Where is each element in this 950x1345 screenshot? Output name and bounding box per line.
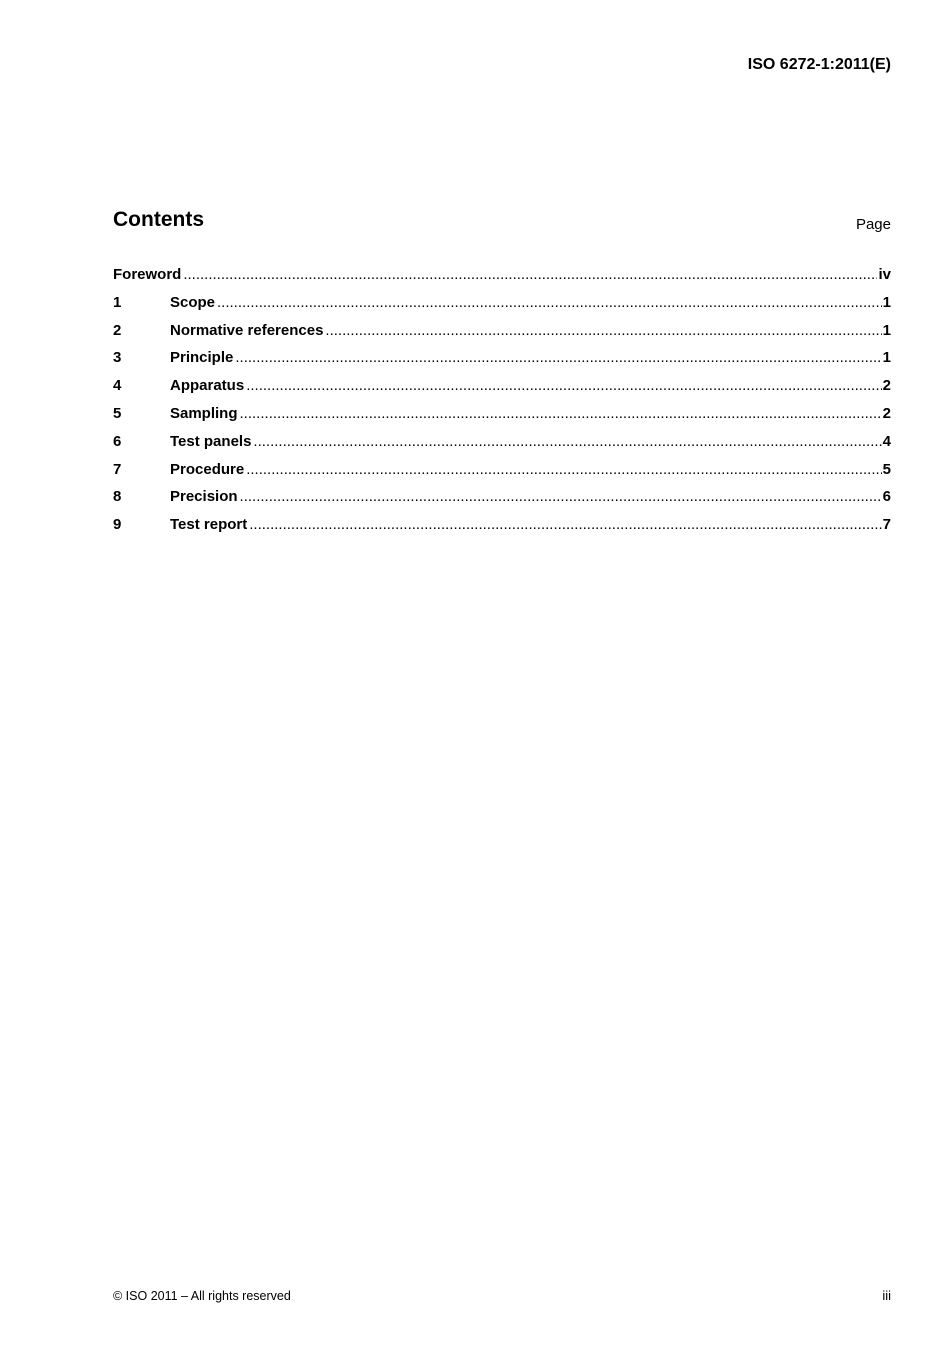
toc-entry-sampling[interactable] bbox=[113, 405, 891, 433]
toc-entry-procedure[interactable] bbox=[113, 461, 891, 489]
toc-entry-title: Principle bbox=[170, 349, 234, 367]
toc-dot-leader bbox=[217, 294, 882, 311]
toc-entry-scope[interactable] bbox=[113, 294, 891, 322]
footer-page-number: iii bbox=[882, 1288, 891, 1303]
toc-entry-page: 1 bbox=[882, 293, 891, 311]
toc-entry-number: 2 bbox=[113, 321, 122, 339]
toc-entry-number: 3 bbox=[113, 349, 122, 367]
document-identifier: ISO 6272-1:2011(E) bbox=[747, 56, 891, 73]
toc-entry-page: 4 bbox=[882, 432, 891, 450]
toc-dot-leader bbox=[240, 488, 882, 505]
toc-dot-leader bbox=[325, 322, 881, 339]
toc-entry-page: 5 bbox=[882, 460, 891, 478]
toc-entry-number: 6 bbox=[113, 432, 122, 450]
toc-entry-number: 4 bbox=[113, 377, 122, 395]
toc-entry-title: Precision bbox=[170, 488, 238, 506]
toc-entry-title: Sampling bbox=[170, 404, 238, 422]
toc-entry-test-panels[interactable] bbox=[113, 433, 891, 461]
toc-entry-title: Test panels bbox=[170, 432, 252, 450]
toc-entry-test-report[interactable] bbox=[113, 516, 891, 544]
toc-dot-leader bbox=[240, 405, 882, 422]
toc-entry-page: iv bbox=[878, 266, 891, 283]
toc-entry-apparatus[interactable] bbox=[113, 377, 891, 405]
toc-entry-normative-references[interactable] bbox=[113, 322, 891, 350]
toc-entry-page: 7 bbox=[882, 516, 891, 534]
page-column-label: Page bbox=[855, 216, 891, 233]
toc-entry-page: 2 bbox=[882, 404, 891, 422]
toc-entry-title: Test report bbox=[170, 516, 248, 534]
toc-entry-title: Apparatus bbox=[170, 377, 245, 395]
toc-entry-number: 8 bbox=[113, 488, 122, 506]
toc-entry-title: Procedure bbox=[170, 460, 245, 478]
toc-entry-precision[interactable] bbox=[113, 488, 891, 516]
toc-entry-title: Scope bbox=[170, 293, 216, 311]
toc-entry-title: Normative references bbox=[170, 321, 324, 339]
toc-entry-page: 6 bbox=[882, 488, 891, 506]
footer-copyright: © ISO 2011 – All rights reserved bbox=[113, 1289, 291, 1303]
toc-dot-leader bbox=[246, 377, 881, 394]
toc-dot-leader bbox=[249, 516, 881, 533]
toc-entry-number: 1 bbox=[113, 293, 122, 311]
toc-entry-number: 9 bbox=[113, 516, 122, 534]
toc-entry-page: 2 bbox=[882, 377, 891, 395]
toc-entry-foreword[interactable] bbox=[113, 266, 891, 294]
toc-dot-leader bbox=[246, 461, 881, 478]
toc-dot-leader bbox=[235, 349, 881, 366]
toc-entry-number: 5 bbox=[113, 404, 122, 422]
toc-dot-leader bbox=[183, 266, 877, 283]
toc-entry-number: 7 bbox=[113, 460, 122, 478]
contents-header bbox=[113, 208, 891, 238]
table-of-contents bbox=[113, 266, 891, 544]
toc-entry-page: 1 bbox=[882, 321, 891, 339]
toc-entry-title: Foreword bbox=[113, 266, 182, 283]
contents-title: Contents bbox=[113, 208, 204, 231]
toc-entry-page: 1 bbox=[882, 349, 891, 367]
toc-entry-principle[interactable] bbox=[113, 349, 891, 377]
toc-dot-leader bbox=[253, 433, 881, 450]
